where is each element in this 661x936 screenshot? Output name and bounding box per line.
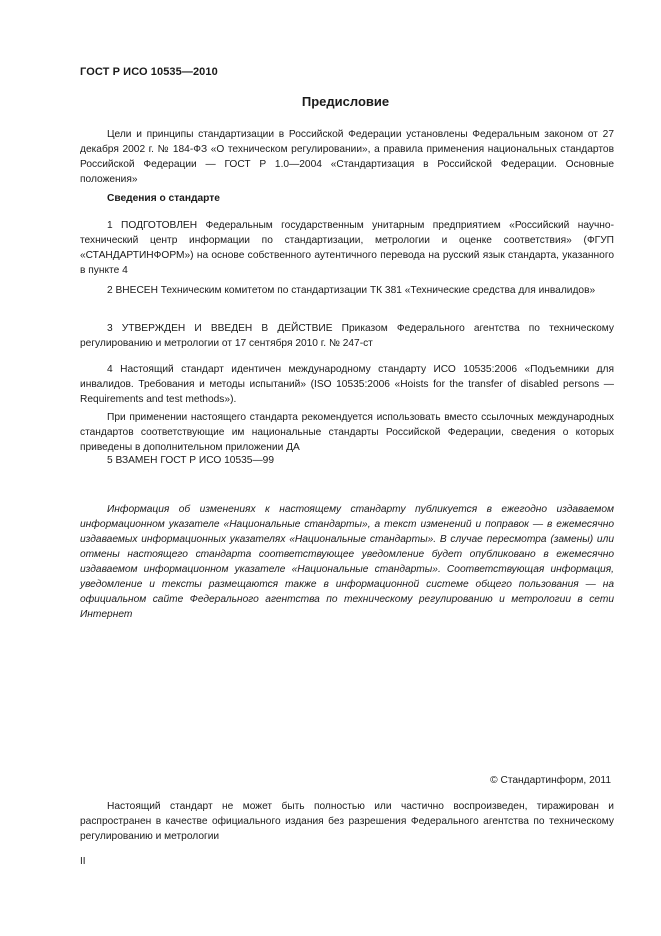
item-5-replaces: 5 ВЗАМЕН ГОСТ Р ИСО 10535—99: [107, 455, 274, 466]
page-title: Предисловие: [301, 94, 390, 109]
item-4-identical: 4 Настоящий стандарт идентичен международному стандарту ИСО 10535:2006 «Подъемники для инвалидов. Требования и методы испытаний» (ISO 10535:2006 «Hoists for the transfer of disabled persons — Requirements and test methods»).: [80, 364, 614, 405]
item-2-submitted: 2 ВНЕСЕН Техническим комитетом по стандартизации ТК 381 «Технические средства для инвалидов»: [107, 285, 596, 296]
item-4-references-note: При применении настоящего стандарта рекомендуется использовать вместо ссылочных международных стандартов соответствующие им национальные стандарты Российской Федерации, сведения о которых приведены в дополнительном приложении ДА: [80, 412, 614, 453]
copyright: © Стандартинформ, 2011: [490, 775, 611, 786]
amendments-notice: Информация об изменениях к настоящему стандарту публикуется в ежегодно издаваемом информационном указателе «Национальные стандарты», а текст изменений и поправок — в ежемесячно издаваемых информационных указателях «Национальные стандарты». В случае пересмотра (замены) или отмены настоящего стандарта соответствующее уведомление будет опубликовано в ежемесячно издаваемом информационном указателе «Национальные стандарты». Соответствующая информация, уведомление и тексты размещаются также в информационной системе общего пользования — на официальном сайте Федерального агентства по техническому регулированию и метрологии в сети Интернет: [80, 504, 614, 620]
intro-paragraph: Цели и принципы стандартизации в Российской Федерации установлены Федеральным законом от 27 декабря 2002 г. № 184-ФЗ «О техническом регулировании», а правила применения национальных стандартов Российской Федерации — ГОСТ Р 1.0—2004 «Стандартизация в Российской Федерации. Основные положения»: [80, 129, 614, 185]
item-3-approved: 3 УТВЕРЖДЕН И ВВЕДЕН В ДЕЙСТВИЕ Приказом Федерального агентства по техническому регулированию и метрологии от 17 сентября 2010 г. № 247-ст: [80, 323, 614, 349]
page-number: II: [80, 856, 86, 867]
document-header-id: ГОСТ Р ИСО 10535—2010: [80, 66, 218, 78]
item-1-prepared: 1 ПОДГОТОВЛЕН Федеральным государственным унитарным предприятием «Российский научно-технический центр информации по стандартизации, метрологии и оценке соответствия» (ФГУП «СТАНДАРТИНФОРМ») на основе собственного аутентичного перевода на русский язык стандарта, указанного в пункте 4: [80, 220, 614, 276]
reproduction-notice: Настоящий стандарт не может быть полностью или частично воспроизведен, тиражирован и распространен в качестве официального издания без разрешения Федерального агентства по техническому регулированию и метрологии: [80, 801, 614, 842]
info-heading: Сведения о стандарте: [107, 193, 220, 204]
